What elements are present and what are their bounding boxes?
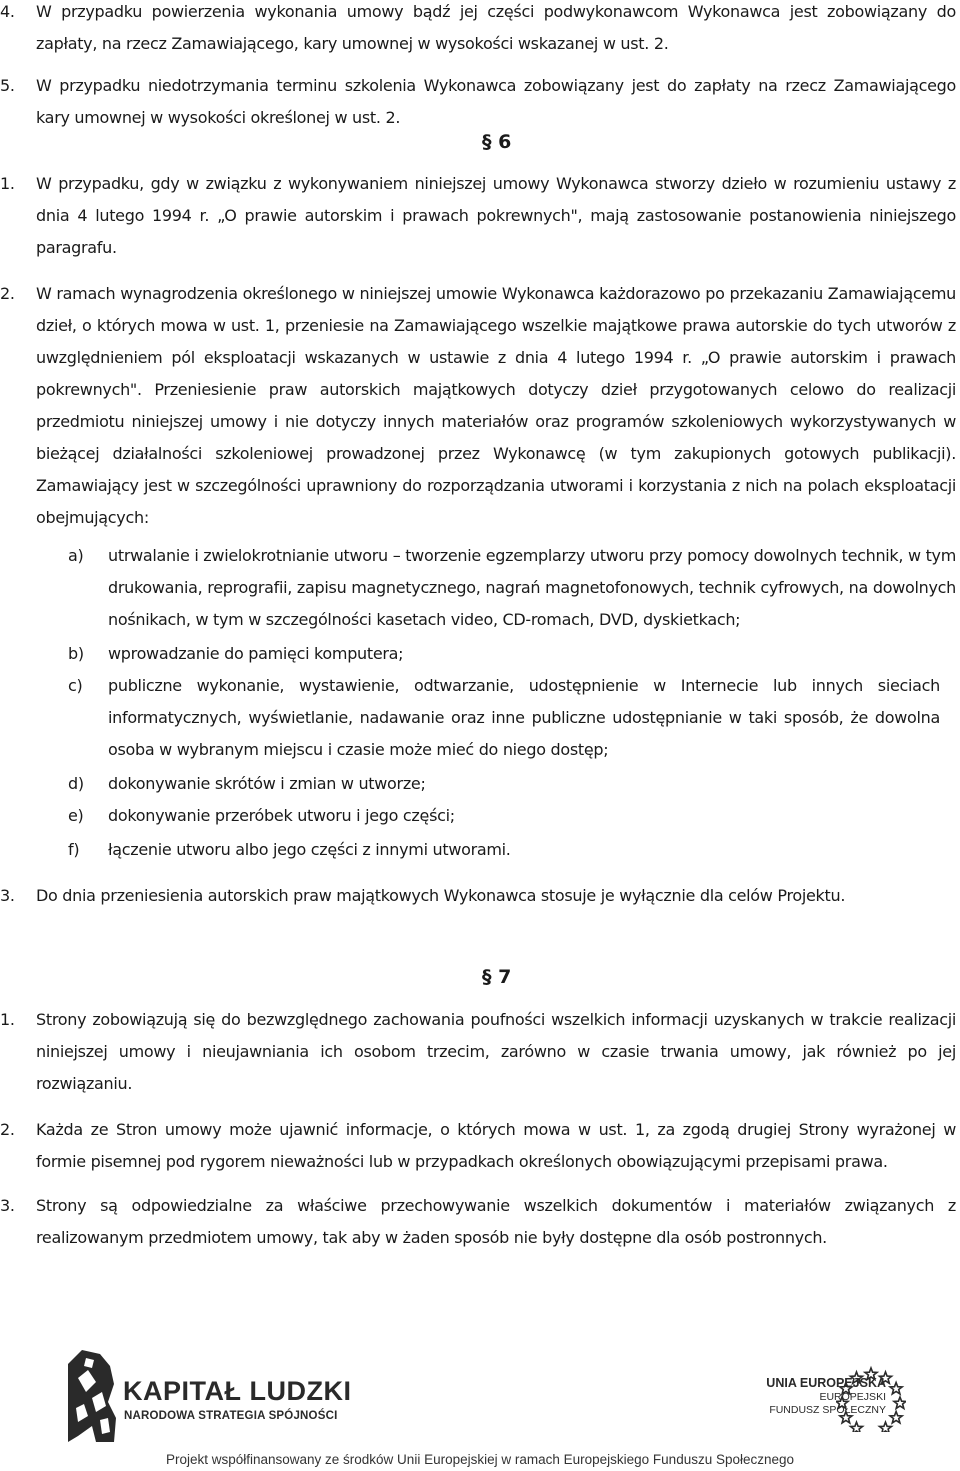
paragraph-text: Strony zobowiązują się do bezwzględnego zachowania poufności wszelkich informacji uzyskanych w trakcie realizacji niniejszej umowy i nieujawniania ich osobom trzecim, zarówno w czasie trwania umowy, jak również po jej rozwiązaniu.: [36, 1010, 956, 1093]
paragraph-text: W ramach wynagrodzenia określonego w niniejszej umowie Wykonawca każdorazowo po przekazaniu Zamawiającemu dzieł, o których mowa w ust. 1, przeniesie na Zamawiającego wszelkie majątkowe prawa autorskie do tych utworów z uwzględnieniem pól eksploatacji wskazanych w ustawie z dnia 4 lutego 1994 r. „O prawie autorskim i prawach pokrewnych". Przeniesienie praw autorskich majątkowych dotyczy dzieł przygotowanych celowo do realizacji przedmiotu niniejszej umowy i nie dotyczy innych materiałów oraz programów szkoleniowych wykorzystywanych w bieżącej działalności szkoleniowej prowadzonej przez Wykonawcę (w tym zakupionych gotowych publikacji). Zamawiający jest w szczególności uprawniony do rozporządzania utworami i korzystania z nich na polach eksploatacji obejmujących:: [36, 284, 956, 527]
section-7-paragraph-2: [0, 1114, 956, 1178]
paragraph-text: Każda ze Stron umowy może ujawnić informacje, o których mowa w ust. 1, za zgodą drugiej Strony wyrażonej w formie pisemnej pod rygorem nieważności lub w przypadkach określonych obowiązującymi przepisami prawa.: [36, 1120, 956, 1171]
paragraph-text: W przypadku, gdy w związku z wykonywaniem niniejszej umowy Wykonawca stworzy dzieło w rozumieniu ustawy z dnia 4 lutego 1994 r. „O prawie autorskim i prawach pokrewnych", mają zastosowanie postanowienia niniejszego paragrafu.: [36, 174, 956, 257]
list-letter: e): [68, 806, 84, 825]
paragraph-text: W przypadku niedotrzymania terminu szkolenia Wykonawca zobowiązany jest do zapłaty na rzecz Zamawiającego kary umownej w wysokości określonej w ust. 2.: [36, 76, 956, 127]
list-letter: f): [68, 840, 80, 859]
list-text: publiczne wykonanie, wystawienie, odtwarzanie, udostępnienie w Internecie lub innych sieciach informatycznych, wyświetlanie, nadawanie oraz inne publiczne udostępnianie w taki sposób, że dowolna osoba w wybranym miejscu i czasie może mieć do niego dostęp;: [108, 676, 940, 759]
section-6-paragraph-3: [0, 880, 956, 912]
section-7-paragraph-3: [0, 1190, 956, 1254]
list-text: łączenie utworu albo jego części z innymi utworami.: [108, 840, 511, 859]
eu-title: UNIA EUROPEJSKA: [766, 1376, 886, 1390]
paragraph-number: 5.: [0, 76, 15, 95]
list-text: dokonywanie skrótów i zmian w utworze;: [108, 774, 426, 793]
paragraph-number: 1.: [0, 174, 15, 193]
paragraph-number: 1.: [0, 1010, 15, 1029]
paragraph-number: 3.: [0, 1196, 15, 1215]
list-item-c: [68, 670, 940, 766]
paragraph-5: [0, 70, 956, 134]
paragraph-number: 2.: [0, 284, 15, 303]
list-item-d: [68, 768, 956, 800]
paragraph-number: 2.: [0, 1120, 15, 1139]
list-item-a: [68, 540, 956, 636]
list-text: wprowadzanie do pamięci komputera;: [108, 644, 404, 663]
list-text: utrwalanie i zwielokrotnianie utworu – tworzenie egzemplarzy utworu przy pomocy dowolnych technik, w tym drukowania, reprografii, zapisu magnetycznego, nagrań magnetofonowych, technik cyfrowych, na dowolnych nośnikach, w tym w szczególności kasetach video, CD-romach, DVD, dyskietkach;: [108, 546, 956, 629]
list-letter: b): [68, 644, 84, 663]
paragraph-text: Strony są odpowiedzialne za właściwe przechowywanie wszelkich dokumentów i materiałów związanych z realizowanym przedmiotem umowy, tak aby w żaden sposób nie były dostępne dla osób postronnych.: [36, 1196, 956, 1247]
eu-line-2: FUNDUSZ SPOŁECZNY: [769, 1404, 886, 1416]
paragraph-text: Do dnia przeniesienia autorskich praw majątkowych Wykonawca stosuje je wyłącznie dla celów Projektu.: [36, 886, 846, 905]
paragraph-number: 3.: [0, 886, 15, 905]
list-item-b: [68, 638, 956, 670]
list-letter: a): [68, 546, 84, 565]
list-letter: d): [68, 774, 84, 793]
list-item-f: [68, 834, 956, 866]
section-6-paragraph-2: [0, 278, 956, 534]
kapital-ludzki-logo-icon: [66, 1348, 118, 1444]
list-text: dokonywanie przeróbek utworu i jego części;: [108, 806, 455, 825]
kapital-ludzki-title: KAPITAŁ LUDZKI: [123, 1376, 352, 1406]
footer-logos: [0, 1340, 960, 1450]
cofinance-statement: Projekt współfinansowany ze środków Unii Europejskiej w ramach Europejskiego Funduszu Społecznego: [165, 1452, 795, 1467]
section-6-paragraph-1: [0, 168, 956, 264]
list-letter: c): [68, 676, 83, 695]
paragraph-4: [0, 0, 956, 60]
eu-stars-icon: [836, 1362, 906, 1432]
section-6-heading: § 6: [482, 131, 512, 153]
section-7-paragraph-1: [0, 1004, 956, 1100]
paragraph-number: 4.: [0, 2, 15, 21]
list-item-e: [68, 800, 956, 832]
paragraph-text: W przypadku powierzenia wykonania umowy bądź jej części podwykonawcom Wykonawca jest zobowiązany do zapłaty, na rzecz Zamawiającego, kary umownej w wysokości wskazanej w ust. 2.: [36, 2, 956, 53]
section-7-heading: § 7: [482, 966, 512, 988]
kapital-ludzki-subtitle: NARODOWA STRATEGIA SPÓJNOŚCI: [124, 1410, 338, 1422]
eu-line-1: EUROPEJSKI: [819, 1391, 886, 1403]
